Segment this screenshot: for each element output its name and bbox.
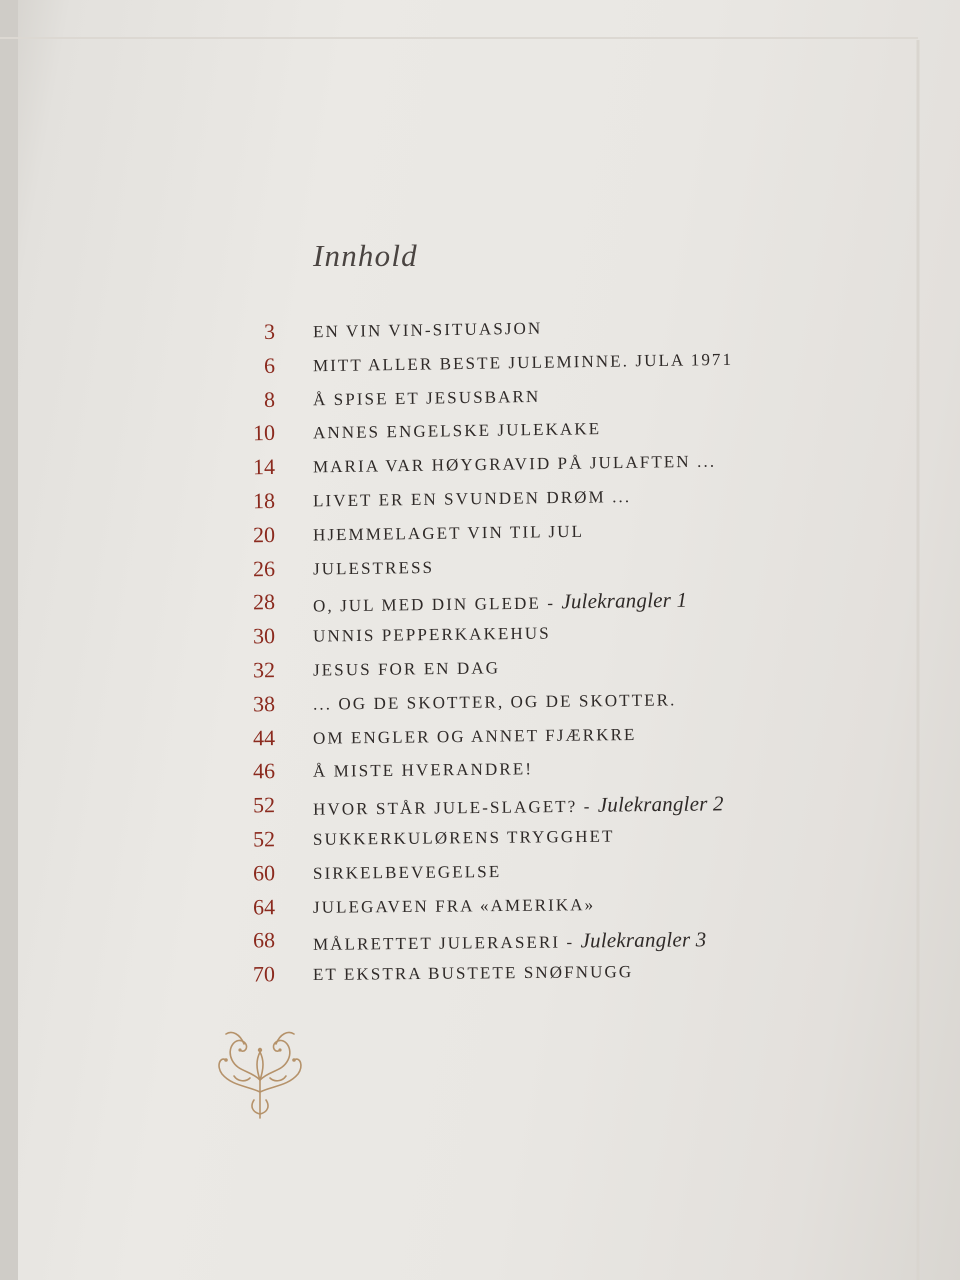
toc-entry bbox=[200, 885, 760, 924]
toc-title-text: UNNIS PEPPERKAKEHUS bbox=[312, 623, 551, 646]
toc-entry bbox=[200, 681, 760, 721]
toc-title-text: JESUS FOR EN DAG bbox=[312, 658, 501, 680]
toc-title bbox=[313, 791, 724, 820]
toc-title-text: O, JUL MED DIN GLEDE - bbox=[312, 593, 562, 616]
toc-title bbox=[313, 557, 434, 579]
toc-page-number: 10 bbox=[252, 420, 276, 446]
toc-page-number: 60 bbox=[252, 859, 276, 886]
toc-title bbox=[313, 725, 637, 749]
toc-title-text: EN VIN VIN-SITUASJON bbox=[312, 318, 543, 342]
toc-subtitle: Julekrangler 1 bbox=[561, 588, 688, 614]
baroque-flourish-icon bbox=[210, 1020, 310, 1125]
toc-page-number: 44 bbox=[252, 724, 276, 750]
toc-heading: Innhold bbox=[313, 238, 418, 273]
toc-page-number: 14 bbox=[252, 454, 276, 480]
toc-page-number: 6 bbox=[263, 352, 276, 378]
toc-title bbox=[313, 624, 551, 647]
toc-title bbox=[313, 690, 677, 714]
toc-page-number: 30 bbox=[252, 623, 276, 649]
toc-page-number: 20 bbox=[252, 521, 276, 548]
toc-subtitle: Julekrangler 3 bbox=[580, 927, 707, 953]
toc-subtitle: Julekrangler 2 bbox=[597, 791, 724, 817]
toc-entry bbox=[200, 851, 760, 890]
toc-page-number: 38 bbox=[252, 690, 276, 717]
toc-title bbox=[313, 452, 716, 478]
toc-page-number: 32 bbox=[252, 657, 276, 683]
toc-title bbox=[313, 420, 601, 444]
toc-page-number: 3 bbox=[263, 318, 276, 344]
toc-page-number: 70 bbox=[252, 961, 276, 987]
toc-title-text: SIRKELBEVEGELSE bbox=[312, 861, 502, 883]
toc-page-number: 28 bbox=[252, 589, 276, 615]
toc-title-text: ANNES ENGELSKE JULEKAKE bbox=[312, 419, 602, 443]
toc-title bbox=[313, 928, 707, 957]
toc-title-text: JULEGAVEN FRA «AMERIKA» bbox=[312, 894, 596, 917]
toc-title-text: JULESTRESS bbox=[312, 557, 435, 579]
toc-entry bbox=[200, 953, 760, 992]
toc-title-text: SUKKERKULØRENS TRYGGHET bbox=[312, 826, 615, 849]
toc-title-text: Å MISTE HVERANDRE! bbox=[312, 759, 534, 782]
toc-title-text: MARIA VAR HØYGRAVID PÅ JULAFTEN ... bbox=[312, 451, 717, 477]
toc-page-number: 26 bbox=[252, 555, 276, 581]
toc-page-number: 64 bbox=[252, 893, 276, 920]
table-of-contents bbox=[200, 316, 760, 992]
toc-title-text: Å SPISE ET JESUSBARN bbox=[312, 386, 541, 409]
toc-title bbox=[313, 862, 501, 884]
toc-title-text: LIVET ER EN SVUNDEN DRØM ... bbox=[312, 486, 632, 511]
toc-title bbox=[313, 386, 541, 409]
toc-title-text: ... OG DE SKOTTER, OG DE SKOTTER. bbox=[312, 690, 677, 714]
toc-title bbox=[313, 962, 633, 985]
toc-title bbox=[313, 350, 733, 376]
toc-page-number: 8 bbox=[263, 386, 276, 412]
toc-title-text: HJEMMELAGET VIN TIL JUL bbox=[312, 521, 585, 545]
toc-title bbox=[313, 319, 543, 343]
toc-title bbox=[313, 827, 615, 850]
toc-title bbox=[313, 487, 631, 511]
toc-title-text: MÅLRETTET JULERASERI - bbox=[312, 932, 581, 955]
toc-entry bbox=[200, 783, 760, 823]
toc-title-text: MITT ALLER BESTE JULEMINNE. JULA 1971 bbox=[312, 349, 734, 376]
toc-title bbox=[313, 760, 533, 782]
toc-title-text: OM ENGLER OG ANNET FJÆRKRE bbox=[312, 724, 637, 748]
toc-title bbox=[313, 658, 500, 680]
toc-page-number: 52 bbox=[252, 826, 276, 852]
toc-title-text: HVOR STÅR JULE-SLAGET? - bbox=[312, 796, 598, 819]
toc-page-number: 52 bbox=[252, 792, 276, 818]
toc-title bbox=[313, 895, 595, 918]
toc-page-number: 18 bbox=[252, 487, 276, 514]
toc-page-number: 46 bbox=[252, 758, 276, 784]
toc-title bbox=[313, 588, 687, 618]
toc-title-text: ET EKSTRA BUSTETE SNØFNUGG bbox=[312, 962, 634, 985]
toc-entry bbox=[200, 817, 760, 857]
toc-entry bbox=[200, 919, 760, 958]
toc-page-number: 68 bbox=[252, 927, 276, 953]
toc-title bbox=[313, 522, 584, 546]
